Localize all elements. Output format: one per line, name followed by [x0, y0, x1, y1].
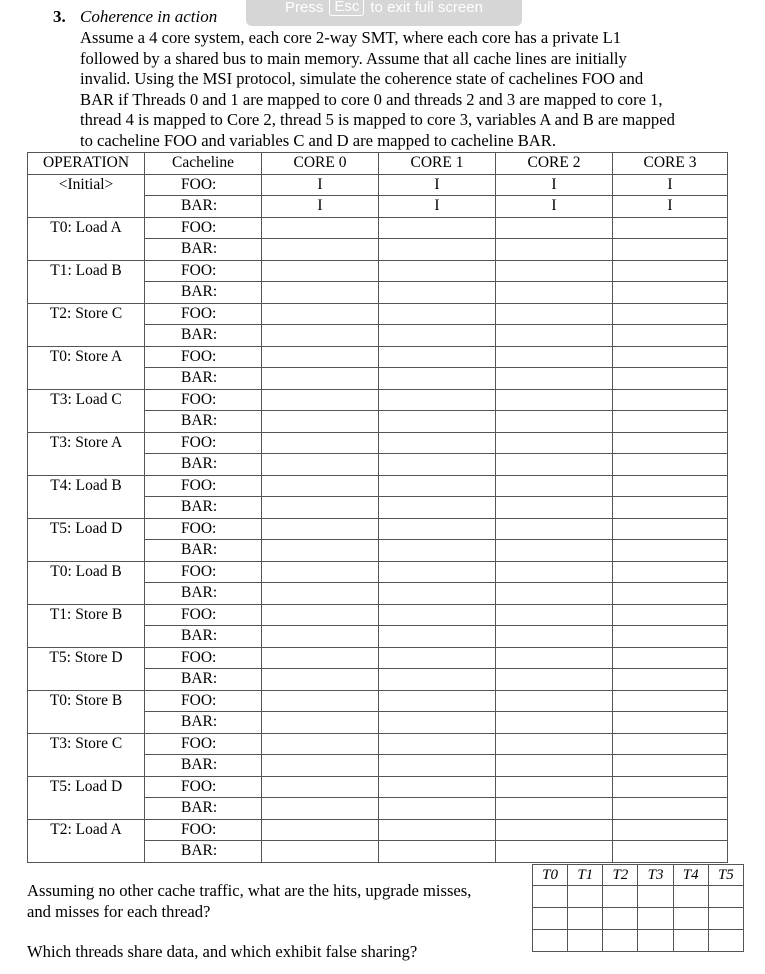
- state-cell-blank[interactable]: [613, 819, 728, 841]
- state-cell-blank[interactable]: [262, 282, 379, 304]
- state-cell-blank[interactable]: [262, 755, 379, 777]
- state-cell-blank[interactable]: [262, 604, 379, 626]
- thread-result-cell[interactable]: [638, 908, 673, 930]
- cacheline-label: FOO:: [145, 475, 262, 497]
- state-cell: I: [613, 174, 728, 196]
- table-row: [28, 561, 728, 583]
- state-cell-blank[interactable]: [613, 647, 728, 669]
- state-cell-blank[interactable]: [613, 561, 728, 583]
- state-cell-blank[interactable]: [496, 604, 613, 626]
- cacheline-label: BAR:: [145, 712, 262, 734]
- state-cell-blank[interactable]: [613, 841, 728, 863]
- state-cell-blank[interactable]: [496, 432, 613, 454]
- cacheline-label: FOO:: [145, 561, 262, 583]
- header-core-0: CORE 0: [262, 153, 379, 175]
- question-title: Coherence in action: [80, 7, 218, 26]
- operation-cell: T5: Load D: [28, 518, 145, 561]
- state-cell-blank[interactable]: [613, 690, 728, 712]
- state-cell-blank[interactable]: [496, 239, 613, 261]
- thread-result-cell[interactable]: [673, 908, 708, 930]
- thread-result-cell[interactable]: [568, 886, 603, 908]
- thread-result-cell[interactable]: [533, 930, 568, 952]
- question-body: [80, 28, 740, 152]
- cacheline-label: BAR:: [145, 368, 262, 390]
- cacheline-label: BAR:: [145, 626, 262, 648]
- state-cell-blank[interactable]: [379, 819, 496, 841]
- state-cell-blank[interactable]: [262, 518, 379, 540]
- cacheline-label: FOO:: [145, 604, 262, 626]
- cacheline-label: FOO:: [145, 217, 262, 239]
- esc-key-badge: Esc: [329, 0, 364, 16]
- cacheline-label: FOO:: [145, 260, 262, 282]
- state-cell-blank[interactable]: [262, 819, 379, 841]
- table-row: [28, 647, 728, 669]
- state-cell-blank[interactable]: [379, 518, 496, 540]
- state-cell-blank[interactable]: [496, 346, 613, 368]
- cacheline-label: FOO:: [145, 776, 262, 798]
- state-cell-blank[interactable]: [379, 604, 496, 626]
- state-cell-blank[interactable]: [613, 712, 728, 734]
- state-cell-blank[interactable]: [262, 346, 379, 368]
- thread-result-row: [533, 908, 744, 930]
- state-cell-blank[interactable]: [496, 454, 613, 476]
- state-cell-blank[interactable]: [262, 368, 379, 390]
- state-cell-blank[interactable]: [496, 217, 613, 239]
- state-cell-blank[interactable]: [379, 217, 496, 239]
- state-cell-blank[interactable]: [379, 583, 496, 605]
- state-cell: I: [613, 196, 728, 218]
- state-cell-blank[interactable]: [613, 755, 728, 777]
- state-cell: I: [379, 174, 496, 196]
- state-cell-blank[interactable]: [262, 733, 379, 755]
- state-cell-blank[interactable]: [262, 432, 379, 454]
- table-row: [28, 389, 728, 411]
- table-row: [28, 475, 728, 497]
- state-cell-blank[interactable]: [262, 669, 379, 691]
- state-cell-blank[interactable]: [613, 303, 728, 325]
- cacheline-label: BAR:: [145, 755, 262, 777]
- thread-header: T0: [533, 865, 568, 886]
- question-line: followed by a shared bus to main memory. Assume that all cache lines are initially: [80, 48, 627, 68]
- operation-cell: T0: Store A: [28, 346, 145, 389]
- thread-result-cell[interactable]: [603, 908, 638, 930]
- state-cell-blank[interactable]: [262, 454, 379, 476]
- header-core-2: CORE 2: [496, 153, 613, 175]
- state-cell-blank[interactable]: [496, 690, 613, 712]
- thread-result-cell[interactable]: [708, 908, 743, 930]
- state-cell-blank[interactable]: [496, 669, 613, 691]
- state-cell-blank[interactable]: [379, 239, 496, 261]
- cacheline-label: BAR:: [145, 841, 262, 863]
- state-cell-blank[interactable]: [496, 282, 613, 304]
- state-cell-blank[interactable]: [496, 841, 613, 863]
- state-cell-blank[interactable]: [379, 669, 496, 691]
- state-cell-blank[interactable]: [379, 475, 496, 497]
- state-cell-blank[interactable]: [496, 733, 613, 755]
- state-cell-blank[interactable]: [262, 561, 379, 583]
- state-cell-blank[interactable]: [613, 475, 728, 497]
- state-cell-blank[interactable]: [262, 712, 379, 734]
- state-cell-blank[interactable]: [262, 260, 379, 282]
- table-row: [28, 174, 728, 196]
- state-cell-blank[interactable]: [262, 798, 379, 820]
- state-cell-blank[interactable]: [496, 411, 613, 433]
- state-cell: I: [262, 174, 379, 196]
- table-row: [28, 303, 728, 325]
- state-cell: I: [379, 196, 496, 218]
- cacheline-label: FOO:: [145, 303, 262, 325]
- hint-suffix: to exit full screen: [370, 0, 483, 16]
- state-cell-blank[interactable]: [262, 776, 379, 798]
- state-cell-blank[interactable]: [262, 475, 379, 497]
- state-cell-blank[interactable]: [613, 669, 728, 691]
- state-cell-blank[interactable]: [262, 583, 379, 605]
- operation-cell: T1: Store B: [28, 604, 145, 647]
- cacheline-label: FOO:: [145, 518, 262, 540]
- thread-results-table: [532, 864, 744, 952]
- followup-line: and misses for each thread?: [27, 902, 211, 921]
- operation-cell: T1: Load B: [28, 260, 145, 303]
- state-cell-blank[interactable]: [496, 647, 613, 669]
- operation-cell: T0: Load A: [28, 217, 145, 260]
- cacheline-label: FOO:: [145, 346, 262, 368]
- question-line: to cacheline FOO and variables C and D are mapped to cacheline BAR.: [80, 130, 556, 150]
- state-cell-blank[interactable]: [379, 690, 496, 712]
- thread-result-cell[interactable]: [568, 930, 603, 952]
- state-cell-blank[interactable]: [379, 282, 496, 304]
- thread-result-cell[interactable]: [708, 930, 743, 952]
- question-line: thread 4 is mapped to Core 2, thread 5 is mapped to core 3, variables A and B are mapped: [80, 110, 675, 130]
- state-cell-blank[interactable]: [379, 626, 496, 648]
- table-row: [28, 776, 728, 798]
- state-cell-blank[interactable]: [379, 260, 496, 282]
- cacheline-label: BAR:: [145, 454, 262, 476]
- thread-result-cell[interactable]: [638, 886, 673, 908]
- cacheline-label: FOO:: [145, 819, 262, 841]
- state-cell-blank[interactable]: [379, 325, 496, 347]
- state-cell-blank[interactable]: [613, 583, 728, 605]
- operation-cell: T3: Store A: [28, 432, 145, 475]
- thread-header: T2: [603, 865, 638, 886]
- thread-result-cell[interactable]: [533, 908, 568, 930]
- table-row: [28, 604, 728, 626]
- question-line: BAR if Threads 0 and 1 are mapped to core 0 and threads 2 and 3 are mapped to core 1,: [80, 89, 663, 109]
- state-cell-blank[interactable]: [379, 389, 496, 411]
- operation-cell: T5: Load D: [28, 776, 145, 819]
- thread-header: T4: [673, 865, 708, 886]
- table-row: [28, 432, 728, 454]
- cacheline-label: BAR:: [145, 798, 262, 820]
- thread-header-row: [533, 865, 744, 886]
- cacheline-label: BAR:: [145, 540, 262, 562]
- thread-header: T5: [708, 865, 743, 886]
- state-cell-blank[interactable]: [379, 561, 496, 583]
- followup-line: Assuming no other cache traffic, what are the hits, upgrade misses,: [27, 881, 472, 900]
- state-cell-blank[interactable]: [379, 411, 496, 433]
- thread-result-row: [533, 886, 744, 908]
- followup-question-hits: [27, 880, 471, 922]
- state-cell-blank[interactable]: [613, 540, 728, 562]
- thread-header: T3: [638, 865, 673, 886]
- thread-result-cell[interactable]: [708, 886, 743, 908]
- table-row: [28, 217, 728, 239]
- state-cell-blank[interactable]: [379, 755, 496, 777]
- state-cell-blank[interactable]: [379, 733, 496, 755]
- state-cell-blank[interactable]: [379, 776, 496, 798]
- table-header-row: [28, 153, 728, 175]
- state-cell-blank[interactable]: [496, 325, 613, 347]
- state-cell-blank[interactable]: [496, 475, 613, 497]
- state-cell-blank[interactable]: [613, 217, 728, 239]
- thread-result-cell[interactable]: [603, 930, 638, 952]
- state-cell-blank[interactable]: [379, 497, 496, 519]
- state-cell-blank[interactable]: [262, 841, 379, 863]
- thread-header: T1: [568, 865, 603, 886]
- cacheline-label: BAR:: [145, 669, 262, 691]
- operation-cell: T4: Load B: [28, 475, 145, 518]
- fullscreen-exit-hint: [246, 0, 522, 26]
- state-cell-blank[interactable]: [496, 776, 613, 798]
- state-cell-blank[interactable]: [496, 497, 613, 519]
- question-number: 3.: [53, 7, 66, 26]
- state-cell-blank[interactable]: [496, 561, 613, 583]
- state-cell-blank[interactable]: [613, 282, 728, 304]
- state-cell: I: [262, 196, 379, 218]
- cacheline-label: BAR:: [145, 282, 262, 304]
- thread-result-cell[interactable]: [638, 930, 673, 952]
- state-cell-blank[interactable]: [379, 798, 496, 820]
- hint-prefix: Press: [285, 0, 324, 16]
- state-cell-blank[interactable]: [496, 712, 613, 734]
- state-cell-blank[interactable]: [496, 755, 613, 777]
- state-cell-blank[interactable]: [379, 647, 496, 669]
- state-cell-blank[interactable]: [496, 303, 613, 325]
- state-cell-blank[interactable]: [613, 518, 728, 540]
- cacheline-label: FOO:: [145, 690, 262, 712]
- cacheline-label: FOO:: [145, 733, 262, 755]
- state-cell-blank[interactable]: [613, 497, 728, 519]
- cacheline-label: FOO:: [145, 432, 262, 454]
- table-row: [28, 819, 728, 841]
- state-cell-blank[interactable]: [262, 217, 379, 239]
- table-row: [28, 518, 728, 540]
- state-cell-blank[interactable]: [613, 368, 728, 390]
- state-cell-blank[interactable]: [262, 389, 379, 411]
- state-cell-blank[interactable]: [613, 776, 728, 798]
- state-cell-blank[interactable]: [496, 518, 613, 540]
- header-core-1: CORE 1: [379, 153, 496, 175]
- cacheline-label: BAR:: [145, 497, 262, 519]
- operation-cell: T2: Store C: [28, 303, 145, 346]
- table-row: [28, 260, 728, 282]
- coherence-table: [27, 152, 728, 863]
- operation-cell: T5: Store D: [28, 647, 145, 690]
- question-line: Assume a 4 core system, each core 2-way SMT, where each core has a private L1: [80, 28, 622, 47]
- followup-question-sharing: Which threads share data, and which exhibit false sharing?: [27, 942, 418, 961]
- operation-cell: T3: Load C: [28, 389, 145, 432]
- state-cell-blank[interactable]: [262, 325, 379, 347]
- state-cell-blank[interactable]: [613, 346, 728, 368]
- operation-cell: T2: Load A: [28, 819, 145, 862]
- state-cell-blank[interactable]: [613, 626, 728, 648]
- cacheline-label: BAR:: [145, 411, 262, 433]
- state-cell-blank[interactable]: [613, 733, 728, 755]
- thread-result-cell[interactable]: [533, 886, 568, 908]
- state-cell-blank[interactable]: [613, 604, 728, 626]
- state-cell-blank[interactable]: [379, 712, 496, 734]
- state-cell-blank[interactable]: [379, 432, 496, 454]
- header-cacheline: Cacheline: [145, 153, 262, 175]
- cacheline-label: BAR:: [145, 325, 262, 347]
- state-cell-blank[interactable]: [262, 497, 379, 519]
- state-cell: I: [496, 174, 613, 196]
- cacheline-label: BAR:: [145, 239, 262, 261]
- state-cell-blank[interactable]: [613, 239, 728, 261]
- table-row: [28, 690, 728, 712]
- state-cell-blank[interactable]: [262, 626, 379, 648]
- cacheline-label: FOO:: [145, 389, 262, 411]
- table-row: [28, 346, 728, 368]
- table-row: [28, 733, 728, 755]
- operation-cell: T0: Load B: [28, 561, 145, 604]
- state-cell-blank[interactable]: [613, 411, 728, 433]
- state-cell-blank[interactable]: [379, 540, 496, 562]
- state-cell-blank[interactable]: [613, 798, 728, 820]
- cacheline-label: BAR:: [145, 583, 262, 605]
- state-cell-blank[interactable]: [262, 239, 379, 261]
- state-cell-blank[interactable]: [613, 325, 728, 347]
- thread-result-cell[interactable]: [603, 886, 638, 908]
- operation-cell: <Initial>: [28, 174, 145, 217]
- state-cell-blank[interactable]: [379, 454, 496, 476]
- state-cell-blank[interactable]: [496, 819, 613, 841]
- question-heading: [53, 7, 217, 27]
- state-cell-blank[interactable]: [496, 798, 613, 820]
- operation-cell: T3: Store C: [28, 733, 145, 776]
- cacheline-label: FOO:: [145, 174, 262, 196]
- state-cell-blank[interactable]: [262, 540, 379, 562]
- state-cell-blank[interactable]: [496, 389, 613, 411]
- state-cell-blank[interactable]: [613, 454, 728, 476]
- state-cell-blank[interactable]: [379, 346, 496, 368]
- operation-cell: T0: Store B: [28, 690, 145, 733]
- state-cell-blank[interactable]: [613, 389, 728, 411]
- state-cell-blank[interactable]: [496, 583, 613, 605]
- state-cell-blank[interactable]: [262, 647, 379, 669]
- state-cell-blank[interactable]: [262, 303, 379, 325]
- thread-result-cell[interactable]: [568, 908, 603, 930]
- state-cell-blank[interactable]: [379, 303, 496, 325]
- thread-result-row: [533, 930, 744, 952]
- state-cell-blank[interactable]: [379, 841, 496, 863]
- cacheline-label: FOO:: [145, 647, 262, 669]
- header-core-3: CORE 3: [613, 153, 728, 175]
- state-cell-blank[interactable]: [496, 260, 613, 282]
- thread-result-cell[interactable]: [673, 886, 708, 908]
- state-cell-blank[interactable]: [379, 368, 496, 390]
- state-cell-blank[interactable]: [262, 411, 379, 433]
- state-cell-blank[interactable]: [496, 368, 613, 390]
- state-cell: I: [496, 196, 613, 218]
- cacheline-label: BAR:: [145, 196, 262, 218]
- state-cell-blank[interactable]: [496, 626, 613, 648]
- question-line: invalid. Using the MSI protocol, simulate the coherence state of cachelines FOO and: [80, 69, 644, 89]
- state-cell-blank[interactable]: [613, 432, 728, 454]
- thread-result-cell[interactable]: [673, 930, 708, 952]
- state-cell-blank[interactable]: [613, 260, 728, 282]
- state-cell-blank[interactable]: [262, 690, 379, 712]
- header-operation: OPERATION: [28, 153, 145, 175]
- state-cell-blank[interactable]: [496, 540, 613, 562]
